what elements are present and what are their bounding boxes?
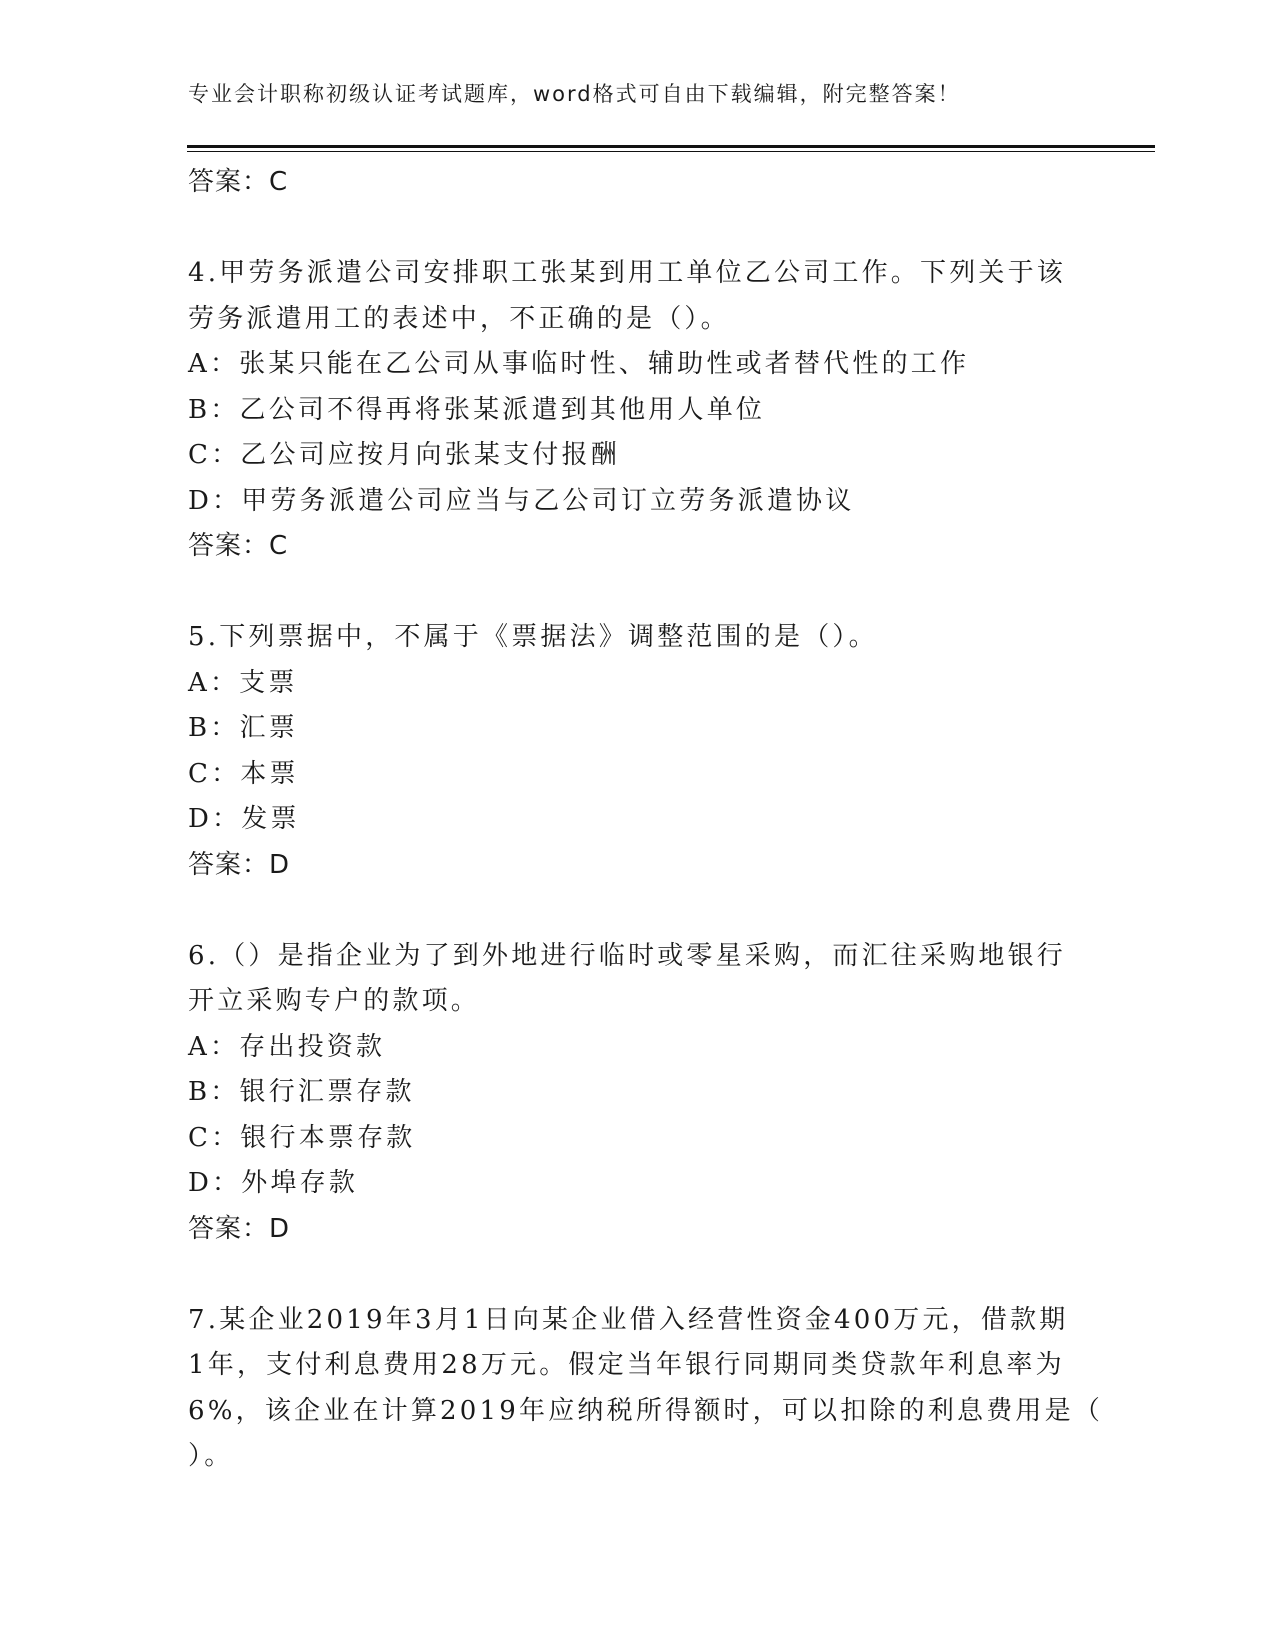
question-text-line: ）。 <box>188 1441 234 1471</box>
page-header: 专业会计职称初级认证考试题库，word格式可自由下载编辑，附完整答案！ <box>188 82 961 106</box>
question-text-line: 7.某企业2019年3月1日向某企业借入经营性资金400万元，借款期 <box>188 1304 1069 1335</box>
document-body <box>188 160 1104 1480</box>
question-text-line: A：支票 <box>188 667 298 698</box>
question-text-line: 1年，支付利息费用28万元。假定当年银行同期同类贷款年利息率为 <box>188 1350 1065 1380</box>
question-text-line: B：银行汇票存款 <box>188 1077 415 1107</box>
header-rule-thick <box>187 145 1155 148</box>
question-text-line: C：本票 <box>188 758 299 789</box>
question-text-line: C：乙公司应按月向张某支付报酬 <box>188 440 620 470</box>
question-text-line: A：张某只能在乙公司从事临时性、辅助性或者替代性的工作 <box>188 349 970 379</box>
question-text-line: 开立采购专户的款项。 <box>188 986 481 1016</box>
answer-line: 答案：C <box>188 167 289 197</box>
question-text-line: D：甲劳务派遣公司应当与乙公司订立劳务派遣协议 <box>188 485 855 516</box>
question-text-line: B：乙公司不得再将张某派遣到其他用人单位 <box>188 394 766 425</box>
header-rule-thin <box>187 151 1155 152</box>
question-text-line: C：银行本票存款 <box>188 1122 416 1153</box>
paragraph-spacer <box>188 206 1088 252</box>
question-text-line: 6.（）是指企业为了到外地进行临时或零星采购，而汇往采购地银行 <box>188 940 1067 971</box>
question-text-line: D：外埠存款 <box>188 1168 359 1198</box>
question-text-line: 6%，该企业在计算2019年应纳税所得额时，可以扣除的利息费用是（ <box>188 1395 1104 1426</box>
question-text-line: A：存出投资款 <box>188 1031 386 1062</box>
question-text-line: B：汇票 <box>188 713 298 743</box>
question-text-line: 4.甲劳务派遣公司安排职工张某到用工单位乙公司工作。下列关于该 <box>188 258 1067 288</box>
paragraph-spacer <box>188 1252 1088 1298</box>
question-text-line: D：发票 <box>188 804 300 834</box>
question-text-line: 劳务派遣用工的表述中，不正确的是（）。 <box>188 303 730 334</box>
answer-line: 答案：D <box>188 849 291 880</box>
question-text-line: 5.下列票据中，不属于《票据法》调整范围的是（）。 <box>188 622 878 652</box>
answer-line: 答案：D <box>188 1213 291 1244</box>
paragraph-spacer <box>188 570 1088 616</box>
answer-line: 答案：C <box>188 531 289 561</box>
paragraph-spacer <box>188 888 1088 934</box>
